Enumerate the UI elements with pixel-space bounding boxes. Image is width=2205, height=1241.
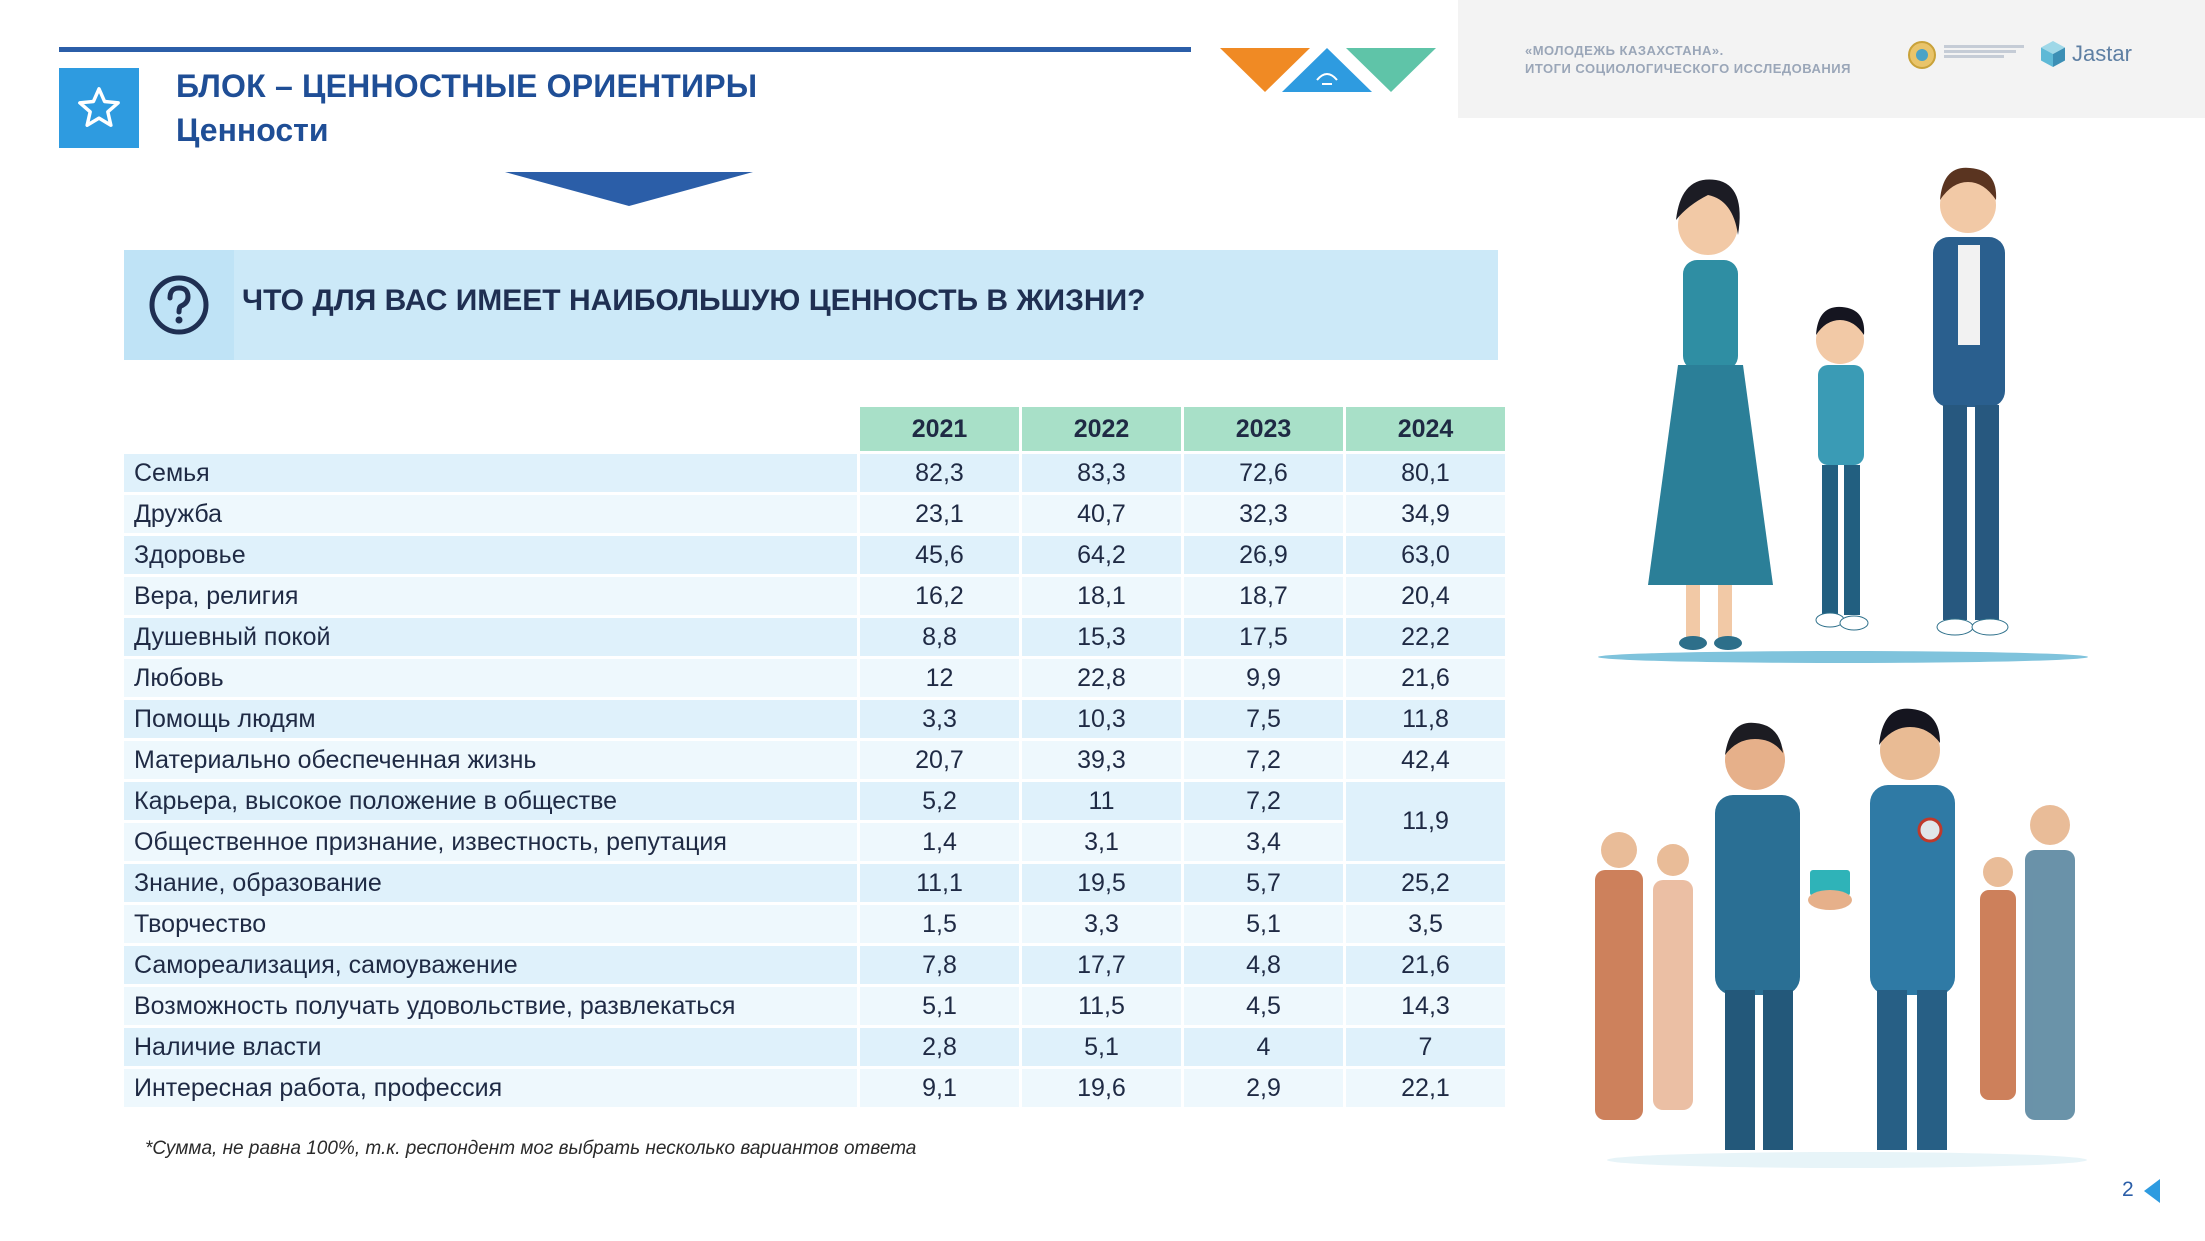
row-label: Творчество bbox=[124, 905, 857, 943]
cell-value: 82,3 bbox=[860, 454, 1019, 492]
cell-value: 15,3 bbox=[1022, 618, 1181, 656]
row-label: Душевный покой bbox=[124, 618, 857, 656]
row-label: Карьера, высокое положение в обществе bbox=[124, 782, 857, 820]
cell-value: 21,6 bbox=[1346, 659, 1505, 697]
cell-value: 11,5 bbox=[1022, 987, 1181, 1025]
cell-value: 83,3 bbox=[1022, 454, 1181, 492]
cell-value: 2,8 bbox=[860, 1028, 1019, 1066]
row-label: Общественное признание, известность, репутация bbox=[124, 823, 857, 861]
cell-value: 7 bbox=[1346, 1028, 1505, 1066]
row-label: Дружба bbox=[124, 495, 857, 533]
cell-value: 3,3 bbox=[860, 700, 1019, 738]
table-row bbox=[124, 577, 1505, 615]
study-title-line1: «МОЛОДЕЖЬ КАЗАХСТАНА». bbox=[1525, 43, 1724, 58]
cell-value: 5,1 bbox=[1022, 1028, 1181, 1066]
family-illustration bbox=[1598, 165, 2088, 665]
cell-value: 7,5 bbox=[1184, 700, 1343, 738]
cell-value: 4 bbox=[1184, 1028, 1343, 1066]
table-row bbox=[124, 454, 1505, 492]
block-title: БЛОК – ЦЕННОСТНЫЕ ОРИЕНТИРЫ bbox=[176, 68, 758, 104]
table-row bbox=[124, 700, 1505, 738]
cell-value: 1,4 bbox=[860, 823, 1019, 861]
cell-value: 5,7 bbox=[1184, 864, 1343, 902]
cell-value: 5,2 bbox=[860, 782, 1019, 820]
row-label: Знание, образование bbox=[124, 864, 857, 902]
cell-value: 20,7 bbox=[860, 741, 1019, 779]
question-text: ЧТО ДЛЯ ВАС ИМЕЕТ НАИБОЛЬШУЮ ЦЕННОСТЬ В ЖИЗНИ? bbox=[242, 284, 1146, 317]
state-emblem-icon bbox=[1907, 40, 1937, 70]
cell-value: 3,3 bbox=[1022, 905, 1181, 943]
page-arrow-icon bbox=[2144, 1179, 2160, 1203]
row-label: Здоровье bbox=[124, 536, 857, 574]
cell-value: 39,3 bbox=[1022, 741, 1181, 779]
year-header: 2022 bbox=[1022, 407, 1181, 451]
question-icon bbox=[148, 274, 210, 336]
cell-value: 5,1 bbox=[860, 987, 1019, 1025]
jastar-logo bbox=[2040, 40, 2132, 68]
cell-value: 3,4 bbox=[1184, 823, 1343, 861]
year-header: 2024 bbox=[1346, 407, 1505, 451]
cell-value: 21,6 bbox=[1346, 946, 1505, 984]
row-label: Самореализация, самоуважение bbox=[124, 946, 857, 984]
cell-value: 17,7 bbox=[1022, 946, 1181, 984]
cell-value: 40,7 bbox=[1022, 495, 1181, 533]
table-header-blank bbox=[124, 407, 857, 451]
table-row bbox=[124, 741, 1505, 779]
study-title-line2: ИТОГИ СОЦИОЛОГИЧЕСКОГО ИССЛЕДОВАНИЯ bbox=[1525, 61, 1851, 76]
table-row bbox=[124, 1069, 1505, 1107]
cell-value: 3,5 bbox=[1346, 905, 1505, 943]
cell-value: 7,2 bbox=[1184, 782, 1343, 820]
row-label: Любовь bbox=[124, 659, 857, 697]
row-label: Интересная работа, профессия bbox=[124, 1069, 857, 1107]
cell-value: 64,2 bbox=[1022, 536, 1181, 574]
header-rule bbox=[59, 47, 1191, 52]
cell-value: 12 bbox=[860, 659, 1019, 697]
cell-value: 22,1 bbox=[1346, 1069, 1505, 1107]
cell-value: 4,8 bbox=[1184, 946, 1343, 984]
cube-icon bbox=[2040, 40, 2066, 68]
cell-value: 22,2 bbox=[1346, 618, 1505, 656]
values-table bbox=[121, 404, 1508, 1110]
footnote: *Сумма, не равна 100%, т.к. респондент мог выбрать несколько вариантов ответа bbox=[145, 1138, 917, 1159]
cell-value: 16,2 bbox=[860, 577, 1019, 615]
page-number: 2 bbox=[2122, 1178, 2134, 1201]
table-row bbox=[124, 782, 1505, 820]
cell-value: 7,2 bbox=[1184, 741, 1343, 779]
cell-value: 23,1 bbox=[860, 495, 1019, 533]
cell-value: 42,4 bbox=[1346, 741, 1505, 779]
table-row bbox=[124, 659, 1505, 697]
table-header-row bbox=[124, 407, 1505, 451]
table-row bbox=[124, 495, 1505, 533]
study-title bbox=[1525, 42, 1851, 78]
cell-value: 8,8 bbox=[860, 618, 1019, 656]
year-header: 2023 bbox=[1184, 407, 1343, 451]
cell-value: 34,9 bbox=[1346, 495, 1505, 533]
table-row bbox=[124, 987, 1505, 1025]
cell-value: 11,1 bbox=[860, 864, 1019, 902]
cell-value: 7,8 bbox=[860, 946, 1019, 984]
table-row bbox=[124, 864, 1505, 902]
cell-value: 4,5 bbox=[1184, 987, 1343, 1025]
cell-value: 5,1 bbox=[1184, 905, 1343, 943]
cell-value: 32,3 bbox=[1184, 495, 1343, 533]
ornament-triangles bbox=[1220, 46, 1436, 92]
cell-value: 9,1 bbox=[860, 1069, 1019, 1107]
cell-value: 18,1 bbox=[1022, 577, 1181, 615]
cell-value: 22,8 bbox=[1022, 659, 1181, 697]
row-label: Вера, религия bbox=[124, 577, 857, 615]
year-header: 2021 bbox=[860, 407, 1019, 451]
cell-value: 72,6 bbox=[1184, 454, 1343, 492]
page-subtitle: Ценности bbox=[176, 112, 329, 148]
cell-value: 80,1 bbox=[1346, 454, 1505, 492]
table-row bbox=[124, 536, 1505, 574]
block-icon-box bbox=[59, 68, 139, 148]
cell-value: 11 bbox=[1022, 782, 1181, 820]
row-label: Семья bbox=[124, 454, 857, 492]
question-banner bbox=[124, 250, 1498, 360]
cell-value: 10,3 bbox=[1022, 700, 1181, 738]
row-label: Наличие власти bbox=[124, 1028, 857, 1066]
cell-value: 19,6 bbox=[1022, 1069, 1181, 1107]
question-icon-cell bbox=[124, 250, 234, 360]
cell-value: 63,0 bbox=[1346, 536, 1505, 574]
cell-value: 9,9 bbox=[1184, 659, 1343, 697]
table-row bbox=[124, 905, 1505, 943]
decorative-chevron bbox=[505, 172, 753, 208]
table-row bbox=[124, 1028, 1505, 1066]
table-row bbox=[124, 618, 1505, 656]
cell-value: 18,7 bbox=[1184, 577, 1343, 615]
award-ceremony-illustration bbox=[1585, 700, 2110, 1170]
cell-value: 20,4 bbox=[1346, 577, 1505, 615]
cell-value: 1,5 bbox=[860, 905, 1019, 943]
row-label: Помощь людям bbox=[124, 700, 857, 738]
cell-value: 2,9 bbox=[1184, 1069, 1343, 1107]
cell-value: 11,8 bbox=[1346, 700, 1505, 738]
cell-value: 25,2 bbox=[1346, 864, 1505, 902]
table-row bbox=[124, 946, 1505, 984]
cell-value: 45,6 bbox=[860, 536, 1019, 574]
ministry-logo-text bbox=[1944, 43, 2024, 60]
jastar-label: Jastar bbox=[2072, 41, 2132, 66]
cell-value: 26,9 bbox=[1184, 536, 1343, 574]
row-label: Возможность получать удовольствие, развлекаться bbox=[124, 987, 857, 1025]
row-label: Материально обеспеченная жизнь bbox=[124, 741, 857, 779]
cell-value: 14,3 bbox=[1346, 987, 1505, 1025]
cell-value: 17,5 bbox=[1184, 618, 1343, 656]
table-row bbox=[124, 823, 1505, 861]
star-icon bbox=[76, 85, 122, 131]
merged-cell-value: 11,9 bbox=[1346, 782, 1505, 861]
cell-value: 19,5 bbox=[1022, 864, 1181, 902]
cell-value: 3,1 bbox=[1022, 823, 1181, 861]
